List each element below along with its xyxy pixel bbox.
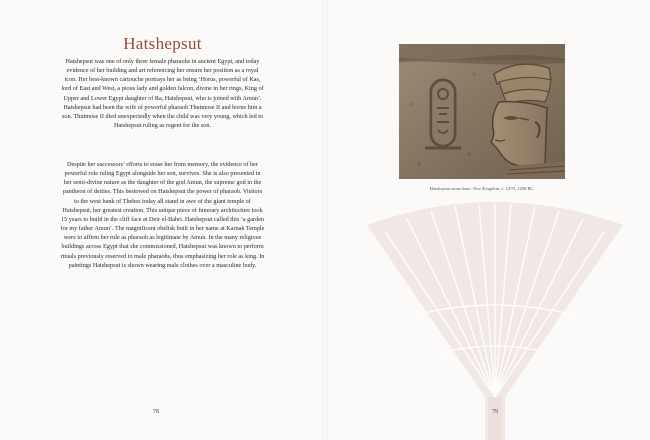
relief-image <box>399 44 565 179</box>
relief-photo <box>399 44 565 179</box>
body-paragraph-2: Despite her successors’ efforts to erase her from memory, the evidence of her powerful role ruling Egypt alongside her son, survives. She is also presented in her semi-divine nature as the daughter of the god Amun, the supreme god in the pantheon of deities. This bestowed on Hatshepsut the power of pharaoh. Visitors to the west bank of Thebes today all stand in awe of the giant temple of Hatshepsut, her greatest creation. This unique piece of funerary architecture took 15 years to build in the cliff face at Deir el-Bahri. Hatshepsut called this ‘a garden for my father Amun’. The magnificent obelisk built in her name at Karnak Temple were to affirm her rule as pharaoh as legitimate by Amun. In the many religious buildings across Egypt that she commissioned, Hatshepsut was known to perform rituals previously reserved to male pharaohs, thus emphasizing her role as king. In paintings Hatshepsut is shown wearing male clothes over a masculine body. <box>60 161 265 269</box>
book-gutter <box>322 0 328 440</box>
photo-caption: Hatshepsut stone base. New Kingdom, c. 1479–1458 BC. <box>429 186 535 191</box>
body-paragraph-1: Hatshepsut was one of only three female pharaohs in ancient Egypt, and today evidence of her building and art referencing her ensure her position as a royal icon. Her best-known cartouche portrays her as being ‘Horus, powerful of Kas, lord of East and West, a pious lady and golden falcon, divine in her rings, King of Upper and Lower Egypt daughter of Ra, Hatshepsut, who is joined with Amun’. Hatshepsut had been the wife of powerful pharaoh Thutmose II and borne him a son. Thutmose II died unexpectedly when the child was very young, which led to Hatshepsut ruling as regent for the son. <box>61 58 264 130</box>
page-title: Hatshepsut <box>123 34 202 53</box>
page-number-left: 78 <box>153 409 159 415</box>
lotus-fan-ornament <box>345 185 645 440</box>
page-number-right: 79 <box>492 409 498 415</box>
